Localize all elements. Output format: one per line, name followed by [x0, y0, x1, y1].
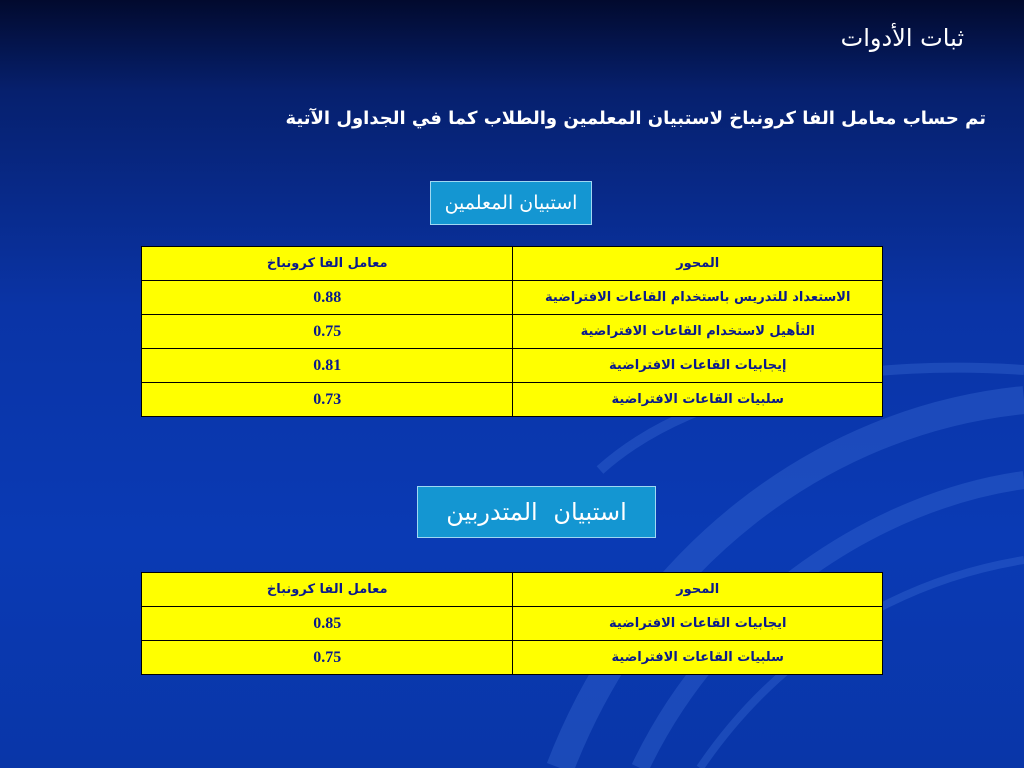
trainees-questionnaire-label: استبيان المتدربين [417, 486, 656, 538]
table-header-row [142, 573, 883, 607]
row-axis: الاستعداد للتدريس باستخدام القاعات الافتراضية [513, 281, 883, 315]
header-axis: المحور [513, 573, 883, 607]
table-header-row [142, 247, 883, 281]
row-axis: ايجابيات القاعات الافتراضية [513, 607, 883, 641]
table-row [142, 281, 883, 315]
row-value: 0.75 [142, 641, 513, 675]
row-value: 0.75 [142, 315, 513, 349]
trainees-table [141, 572, 883, 675]
row-axis: التأهيل لاستخدام القاعات الافتراضية [513, 315, 883, 349]
header-axis: المحور [513, 247, 883, 281]
header-value: معامل الفا كرونباخ [142, 247, 513, 281]
row-axis: سلبيات القاعات الافتراضية [513, 383, 883, 417]
row-axis: إيجابيات القاعات الافتراضية [513, 349, 883, 383]
teachers-questionnaire-label: استبيان المعلمين [430, 181, 592, 225]
table-row [142, 315, 883, 349]
table-row [142, 349, 883, 383]
row-value: 0.85 [142, 607, 513, 641]
slide-title: ثبات الأدوات [840, 24, 964, 52]
table-row [142, 607, 883, 641]
header-value: معامل الفا كرونباخ [142, 573, 513, 607]
row-axis: سلبيات القاعات الافتراضية [513, 641, 883, 675]
table-row [142, 383, 883, 417]
teachers-table [141, 246, 883, 417]
row-value: 0.88 [142, 281, 513, 315]
slide-subtitle: تم حساب معامل الفا كرونباخ لاستبيان المعلمين والطلاب كما في الجداول الآتية [285, 108, 986, 129]
row-value: 0.81 [142, 349, 513, 383]
table-row [142, 641, 883, 675]
row-value: 0.73 [142, 383, 513, 417]
